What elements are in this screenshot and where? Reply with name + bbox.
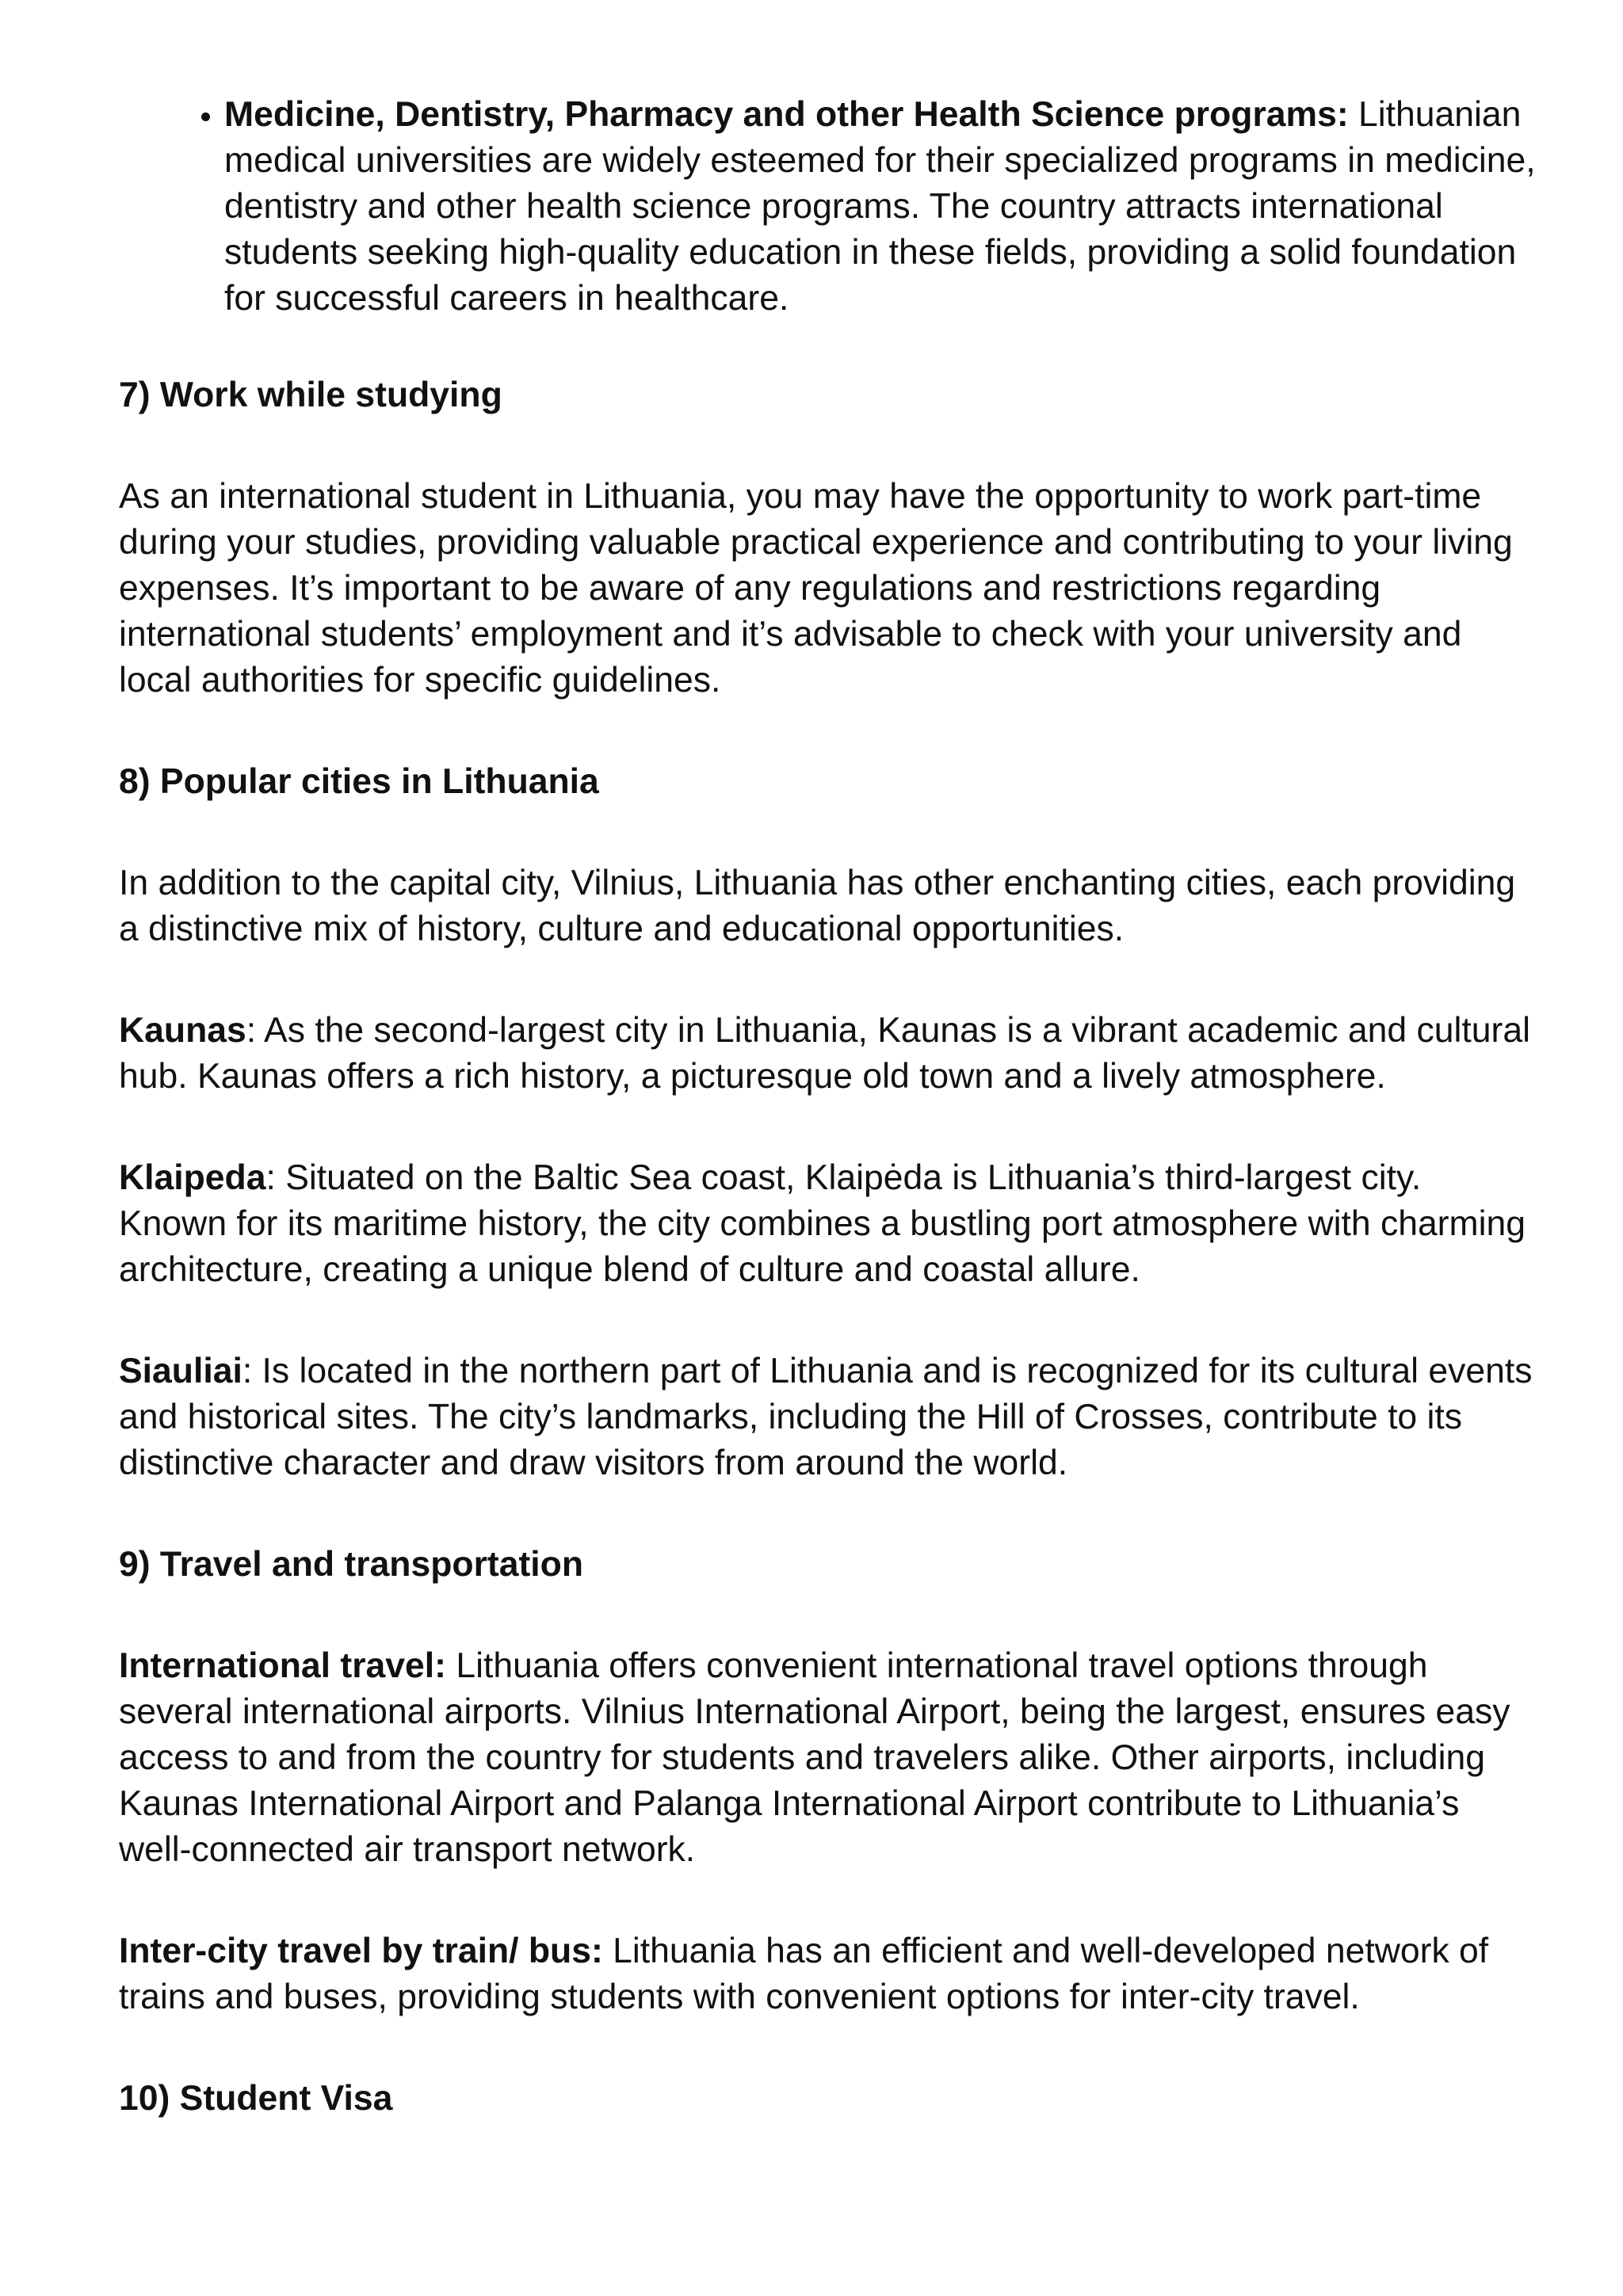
- city-name: Klaipeda: [119, 1158, 266, 1197]
- travel-description: Lithuania has an efficient and well-developed network of trains and buses, providing students with convenient options for inter-city travel.: [119, 1932, 1489, 2016]
- intercity-travel-paragraph: [119, 1928, 1537, 2020]
- city-siauliai-paragraph: [119, 1348, 1537, 1486]
- section-heading-travel: 9) Travel and transportation: [119, 1545, 584, 1584]
- city-name: Kaunas: [119, 1011, 246, 1050]
- work-paragraph: As an international student in Lithuania, you may have the opportunity to work part-time during your studies, providing valuable practical experience and contributing to your living expenses. It’s important to be aware of any regulations and restrictions regarding international students’ employment and it’s advisable to check with your university and local authorities for specific guidelines.: [119, 477, 1513, 700]
- cities-intro-paragraph: In addition to the capital city, Vilnius, Lithuania has other enchanting cities, each providing a distinctive mix of history, culture and educational opportunities.: [119, 864, 1516, 948]
- section-heading-visa: 10) Student Visa: [119, 2079, 393, 2118]
- city-kaunas-paragraph: [119, 1008, 1537, 1100]
- section-heading-cities: 8) Popular cities in Lithuania: [119, 762, 599, 801]
- document-page: [119, 92, 1537, 2177]
- list-item-text: Lithuanian medical universities are widely esteemed for their specialized programs in medicine, dentistry and other health science programs. The country attracts international students seeking high-quality education in these fields, providing a solid foundation for successful careers in healthcare.: [224, 95, 1536, 318]
- section-heading-work: 7) Work while studying: [119, 376, 502, 414]
- international-travel-paragraph: [119, 1643, 1537, 1873]
- city-description: : As the second-largest city in Lithuania, Kaunas is a vibrant academic and cultural hub. Kaunas offers a rich history, a picturesque old town and a lively atmosphere.: [119, 1011, 1530, 1096]
- programs-list: [119, 92, 1537, 322]
- travel-description: Lithuania offers convenient international travel options through several international airports. Vilnius International Airport, being the largest, ensures easy access to and from the country for students and travelers alike. Other airports, including Kaunas International Airport and Palanga International Airport contribute to Lithuania’s well-connected air transport network.: [119, 1646, 1510, 1869]
- city-name: Siauliai: [119, 1352, 242, 1390]
- city-klaipeda-paragraph: [119, 1155, 1537, 1293]
- travel-term: Inter-city travel by train/ bus:: [119, 1932, 603, 1970]
- list-item-health-programs: [224, 92, 1537, 322]
- city-description: : Is located in the northern part of Lithuania and is recognized for its cultural events and historical sites. The city’s landmarks, including the Hill of Crosses, contribute to its distinctive character and draw visitors from around the world.: [119, 1352, 1533, 1482]
- city-description: : Situated on the Baltic Sea coast, Klaipėda is Lithuania’s third-largest city. Known for its maritime history, the city combines a bustling port atmosphere with charming architecture, creating a unique blend of culture and coastal allure.: [119, 1158, 1526, 1289]
- travel-term: International travel:: [119, 1646, 446, 1685]
- list-item-term: Medicine, Dentistry, Pharmacy and other Health Science programs:: [224, 95, 1349, 134]
